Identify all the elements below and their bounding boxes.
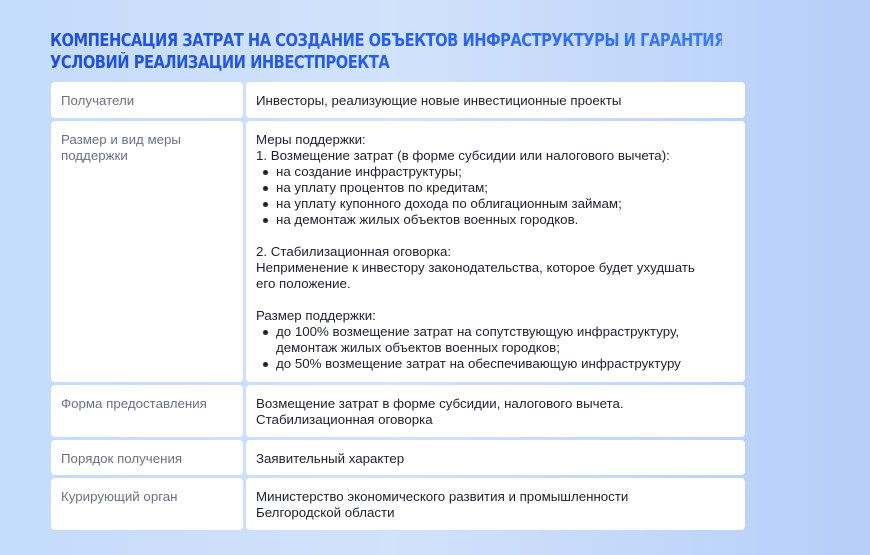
recipients-label: Получатели [51,82,243,118]
procedure-value: Заявительный характер [246,440,745,475]
table-row-procedure [51,440,745,475]
size-heading: Размер поддержки: [256,308,376,323]
support-label: Размер и вид меры поддержки [51,121,243,382]
list-item: до 100% возмещение затрат на сопутствующую инфраструктуру, демонтаж жилых объектов военных городков; [276,324,735,356]
measures-heading: Меры поддержки: [256,132,366,147]
support-value [246,121,745,382]
size-list [256,324,735,372]
list-item: до 50% возмещение затрат на обеспечивающую инфраструктуру [276,356,735,372]
page-title-line-1: КОМПЕНСАЦИЯ ЗАТРАТ НА СОЗДАНИЕ ОБЪЕКТОВ ИНФРАСТРУКТУРЫ И ГАРАНТИЯ НЕУХУДШЕНИЯ [50,31,858,51]
form-value: Возмещение затрат в форме субсидии, налогового вычета. Стабилизационная оговорка [246,385,745,437]
list-item: на уплату процентов по кредитам; [276,180,735,196]
measure-2-heading: 2. Стабилизационная оговорка: [256,244,452,259]
recipients-value: Инвесторы, реализующие новые инвестиционные проекты [246,82,745,118]
measure-1-heading: 1. Возмещение затрат (в форме субсидии или налогового вычета): [256,148,670,163]
list-item: на создание инфраструктуры; [276,164,735,180]
table-row-form [51,385,745,437]
table-row-recipients [51,82,745,118]
measure-1-list [256,164,735,228]
table-row-support [51,121,745,382]
procedure-label: Порядок получения [51,440,243,475]
form-label: Форма предоставления [51,385,243,437]
authority-value: Министерство экономического развития и промышленности Белгородской области [246,478,745,530]
page-title-line-2: УСЛОВИЙ РЕАЛИЗАЦИИ ИНВЕСТПРОЕКТА [50,52,722,74]
authority-label: Курирующий орган [51,478,243,530]
table-row-authority [51,478,745,530]
support-measures-table [51,82,745,533]
page-title [50,30,858,74]
list-item: на уплату купонного дохода по облигационным займам; [276,196,735,212]
measure-2-text: Неприменение к инвестору законодательства, которое будет ухудшать его положение. [256,260,695,291]
list-item: на демонтаж жилых объектов военных городков. [276,212,735,228]
